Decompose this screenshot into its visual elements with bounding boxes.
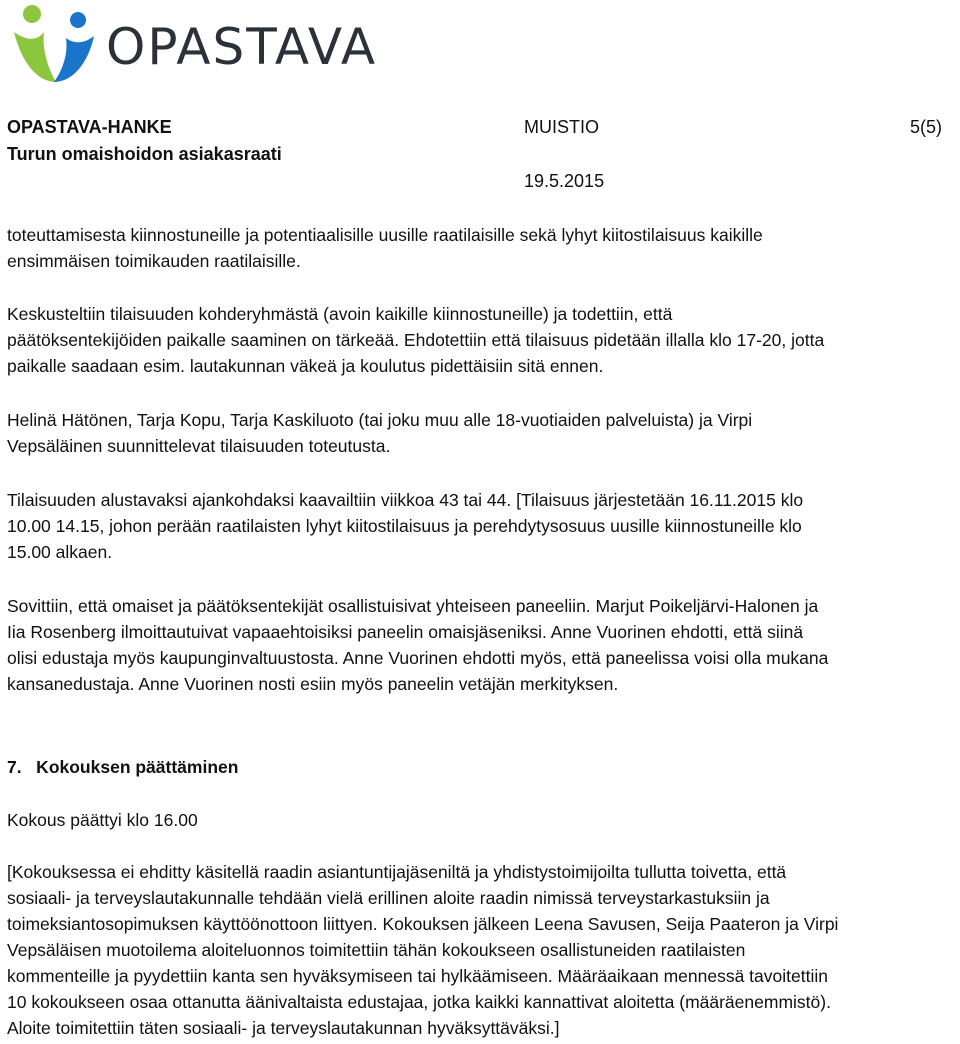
page-number: 5(5) [910,117,943,137]
text-line: 15.00 alkaen. [7,542,113,562]
text-line: sosiaali- ja terveyslautakunnalle tehdään vielä erillinen aloite raadin nimissä terveystarkastuksiin ja [7,888,770,908]
text-line: 10 kokoukseen osaa ottanutta äänivaltaista edustajaa, jotka kaikki kannattivat aloitetta (määräenemmistö). [7,992,831,1012]
text-line: toimeksiantosopimuksen käyttöönottoon liittyen. Kokouksen jälkeen Leena Savusen, Seija Paateron ja Virpi [7,914,839,934]
paragraph-7 [7,859,957,1041]
text-line: Vepsäläinen suunnittelevat tilaisuuden toteutusta. [7,436,391,456]
paragraph-3 [7,407,957,459]
project-subtitle: Turun omaishoidon asiakasraati [7,144,282,164]
text-line: [Kokouksessa ei ehditty käsitellä raadin asiantuntijajäseniltä ja yhdistystoimijoilta tullutta toivetta, että [7,862,787,882]
text-line: päätöksentekijöiden paikalle saaminen on tärkeää. Ehdotettiin että tilaisuus pidetään illalla klo 17-20, jotta [7,330,825,350]
text-line: kansanedustaja. Anne Vuorinen nosti esiin myös paneelin vetäjän merkityksen. [7,674,619,694]
text-line: Tilaisuuden alustavaksi ajankohdaksi kaavailtiin viikkoa 43 tai 44. [Tilaisuus järjestetään 16.11.2015 klo [7,490,804,510]
text-line: Kokous päättyi klo 16.00 [7,810,198,830]
text-line: Sovittiin, että omaiset ja päätöksentekijät osallistuisivat yhteiseen paneeliin. Marjut Poikeljärvi-Halonen ja [7,596,819,616]
paragraph-5 [7,593,957,697]
paragraph-1 [7,222,957,274]
text-line: olisi edustaja myös kaupunginvaltuustosta. Anne Vuorinen ehdotti myös, että paneelissa voisi olla mukana [7,648,829,668]
logo-wordmark: OPASTAVA [106,18,378,76]
text-line: Keskusteltiin tilaisuuden kohderyhmästä (avoin kaikille kiinnostuneille) ja todettiin, että [7,304,673,324]
opastava-logo [8,2,377,86]
text-line: Vepsäläisen muotoilema aloiteluonnos toimitettiin tähän kokoukseen osallistuneiden raatilaisten [7,940,746,960]
document-date: 19.5.2015 [524,171,605,191]
section-7-title: 7. Kokouksen päättäminen [7,757,239,777]
document-type: MUISTIO [524,117,599,137]
text-line: 10.00 14.15, johon perään raatilaisten lyhyt kiitostilaisuus ja perehdytysosuus uusille kiinnostuneille klo [7,516,802,536]
project-name: OPASTAVA-HANKE [7,117,172,137]
paragraph-2 [7,301,957,379]
text-line: toteuttamisesta kiinnostuneille ja potentiaalisille uusille raatilaisille sekä lyhyt kiitostilaisuus kaikille [7,225,763,245]
text-line: ensimmäisen toimikauden raatilaisille. [7,251,301,271]
paragraph-4 [7,487,957,565]
text-line: Aloite toimitettiin täten sosiaali- ja terveyslautakunnan hyväksyttäväksi.] [7,1018,560,1038]
text-line: kommenteille ja pyydettiin kanta sen hyväksymiseen tai hylkäämiseen. Määräaikaan mennessä tavoitettiin [7,966,828,986]
text-line: Iia Rosenberg ilmoittautuivat vapaaehtoisiksi paneelin omaisjäseniksi. Anne Vuorinen ehdotti, että siinä [7,622,804,642]
text-line: paikalle saadaan esim. lautakunnan väkeä ja koulutus pidettäisiin sitä ennen. [7,356,604,376]
opastava-people-icon [8,2,100,86]
text-line: Helinä Hätönen, Tarja Kopu, Tarja Kaskiluoto (tai joku muu alle 18-vuotiaiden palveluista) ja Virpi [7,410,753,430]
paragraph-6 [7,807,957,833]
